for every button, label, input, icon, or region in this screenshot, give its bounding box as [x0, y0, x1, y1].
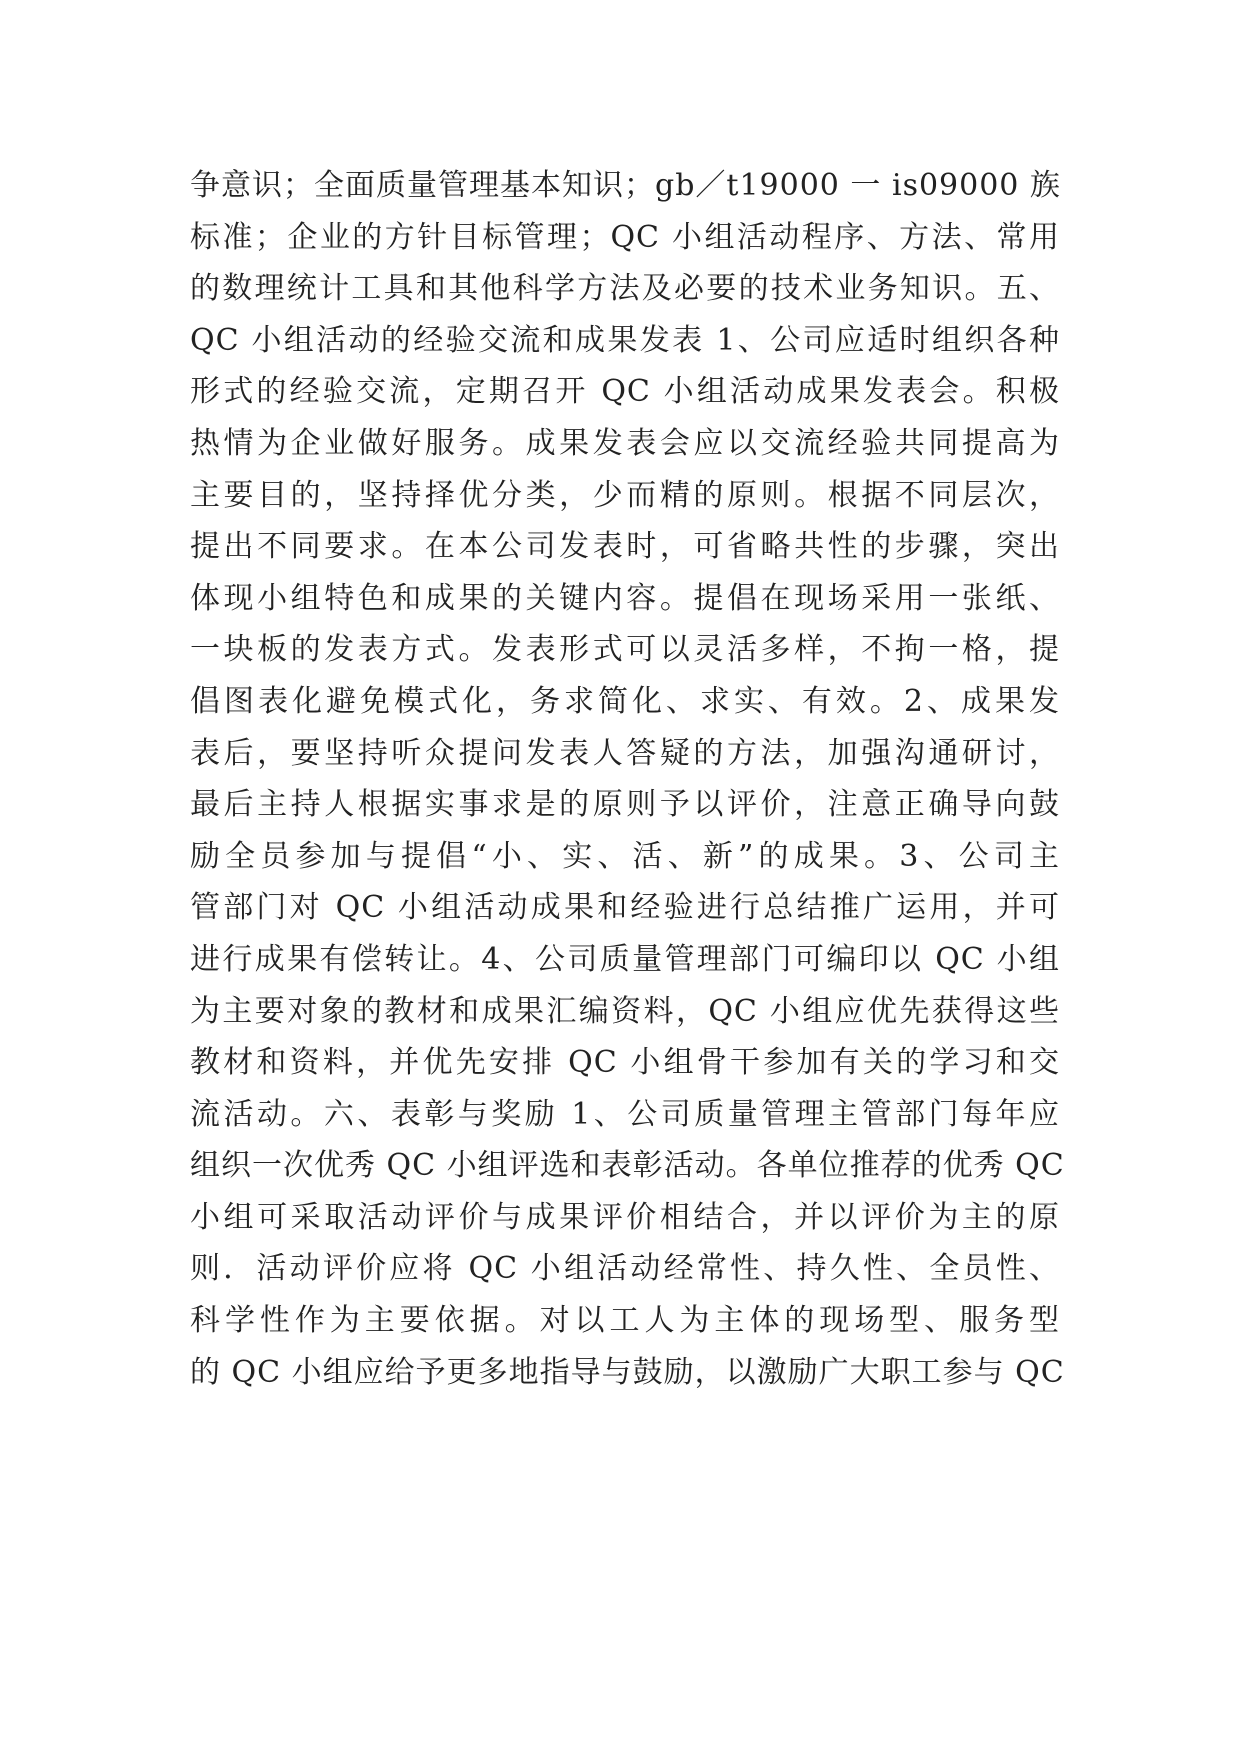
text-line: 热情为企业做好服务。成果发表会应以交流经验共同提高为	[190, 425, 1060, 461]
text-line: 科学性作为主要依据。对以工人为主体的现场型、服务型	[190, 1303, 1060, 1339]
text-line: 励全员参加与提倡“小、实、活、新”的成果。3、公司主	[190, 838, 1060, 874]
text-line: 表后，要坚持听众提问发表人答疑的方法，加强沟通研讨，	[190, 735, 1060, 771]
text-line: 一块板的发表方式。发表形式可以灵活多样，不拘一格，提	[190, 632, 1060, 668]
text-line: 最后主持人根据实事求是的原则予以评价，注意正确导向鼓	[190, 787, 1060, 823]
text-line: 为主要对象的教材和成果汇编资料，QC 小组应优先获得这些	[190, 993, 1060, 1029]
text-line: 小组可采取活动评价与成果评价相结合，并以评价为主的原	[190, 1199, 1060, 1235]
text-line: 的 QC 小组应给予更多地指导与鼓励，以激励广大职工参与 QC	[190, 1354, 1065, 1390]
text-line: 倡图表化避免模式化，务求简化、求实、有效。2、成果发	[190, 683, 1060, 719]
text-line: 进行成果有偿转让。4、公司质量管理部门可编印以 QC 小组	[190, 941, 1060, 977]
text-line: 体现小组特色和成果的关键内容。提倡在现场采用一张纸、	[190, 580, 1060, 616]
text-line: 主要目的，坚持择优分类，少而精的原则。根据不同层次，	[190, 477, 1060, 513]
text-line: 标准；企业的方针目标管理；QC 小组活动程序、方法、常用	[190, 219, 1060, 255]
text-line: 形式的经验交流，定期召开 QC 小组活动成果发表会。积极	[190, 374, 1060, 410]
text-line: 教材和资料，并优先安排 QC 小组骨干参加有关的学习和交	[190, 1045, 1060, 1081]
text-line: 的数理统计工具和其他科学方法及必要的技术业务知识。五、	[190, 271, 1060, 307]
text-line: 组织一次优秀 QC 小组评选和表彰活动。各单位推荐的优秀 QC	[190, 1148, 1065, 1184]
text-line: QC 小组活动的经验交流和成果发表 1、公司应适时组织各种	[190, 322, 1060, 358]
body-text	[190, 160, 1065, 1398]
text-line: 提出不同要求。在本公司发表时，可省略共性的步骤，突出	[190, 529, 1060, 565]
text-line: 流活动。六、表彰与奖励 1、公司质量管理主管部门每年应	[190, 1096, 1060, 1132]
text-line: 争意识；全面质量管理基本知识；gb／t19000 一 is09000 族	[190, 168, 1061, 203]
text-line: 则．活动评价应将 QC 小组活动经常性、持久性、全员性、	[190, 1251, 1060, 1287]
text-line: 管部门对 QC 小组活动成果和经验进行总结推广运用，并可	[190, 890, 1060, 926]
